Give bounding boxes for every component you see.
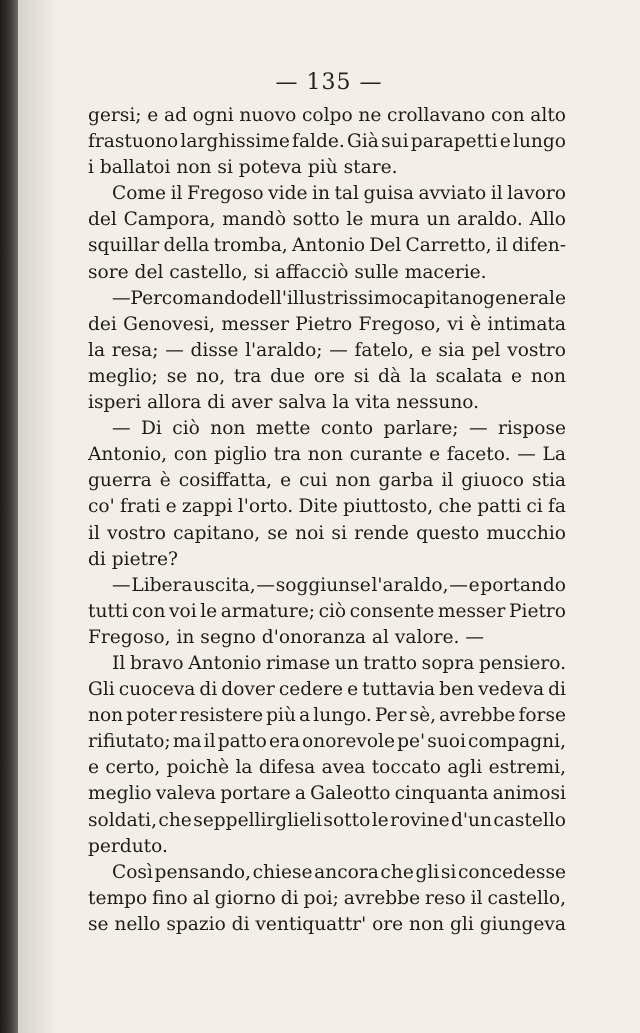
text-line: guerra è cosiffatta, e cui non garba il giuoco stia [88,470,566,492]
text-line: Fregoso, in segno d'onoranza al valore. — [88,626,484,648]
text-line: — Libera uscita, — soggiunse l'araldo, — e portando [112,574,566,596]
text-line: e certo, poichè la difesa avea toccato agli estremi, [88,757,566,779]
text-line: frastuono larghissime falde. Già sui parapetti e lungo [88,131,566,153]
text-line: non poter resistere più a lungo. Per sè, avrebbe forse [88,705,566,727]
text-line: Così pensando, chiese ancora che gli si concedesse [112,861,566,883]
book-page [18,0,640,1033]
text-line: Come il Fregoso vide in tal guisa avviato il lavoro [112,183,566,205]
text-line: i ballatoi non si poteva più stare. [88,157,398,179]
text-line: tempo fino al giorno di poi; avrebbe reso il castello, [88,887,566,909]
text-line: dei Genovesi, messer Pietro Fregoso, vi è intimata [88,313,566,335]
text-line: Gli cuoceva di dover cedere e tuttavia ben vedeva di [88,679,566,701]
text-line: la resa; — disse l'araldo; — fatelo, e sia pel vostro [88,339,566,361]
text-line: il vostro capitano, se noi si rende questo mucchio [88,522,566,544]
text-line: se nello spazio di ventiquattr' ore non gli giungeva [88,913,566,935]
book-spine [0,0,18,1033]
text-line: perduto. [88,835,168,857]
text-line: sore del castello, si affacciò sulle macerie. [88,261,487,283]
text-line: Il bravo Antonio rimase un tratto sopra pensiero. [112,652,566,674]
text-line: isperi allora di aver salva la vita nessuno. [88,392,480,414]
text-line: tutti con voi le armature; ciò consente messer Pietro [88,600,566,622]
text-line: di pietre? [88,548,178,570]
text-line: gersi; e ad ogni nuovo colpo ne crollavano con alto [88,105,566,126]
text-line: squillar della tromba, Antonio Del Carretto, il difen- [88,235,566,257]
page-number: — 135 — [275,70,383,95]
text-line: meglio; se no, tra due ore si dà la scalata e non [88,365,566,387]
text-line: meglio valeva portare a Galeotto cinquanta animosi [88,783,566,805]
text-line: co' frati e zappi l'orto. Dite piuttosto, che patti ci fa [88,496,566,518]
text-line: soldati, che seppellirglieli sotto le rovine d'un castello [88,809,566,831]
text-line: del Campora, mandò sotto le mura un araldo. Allo [88,209,566,231]
page-body-text [88,103,566,938]
text-line: rifiutato; ma il patto era onorevole pe' suoi compagni, [88,731,566,753]
text-line: Antonio, con piglio tra non curante e faceto. — La [88,444,566,466]
text-line: — Per comando dell'illustrissimo capitano generale [112,287,566,309]
text-line: — Di ciò non mette conto parlare; — rispose [112,418,566,440]
